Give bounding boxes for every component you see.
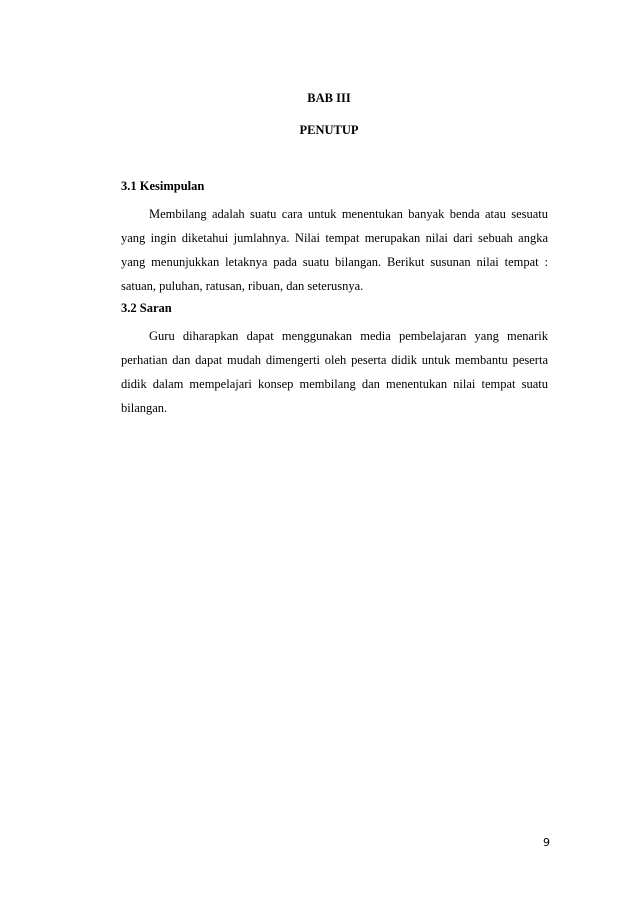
section-body-saran: Guru diharapkan dapat menggunakan media pembelajaran yang menarik perhatian dan dapat mudah dimengerti oleh peserta didik untuk membantu peserta didik dalam mempelajari konsep membilang dan menentukan nilai tempat suatu bilangan.: [121, 329, 548, 415]
section-heading-saran: 3.2 Saran: [121, 301, 172, 315]
section-heading-kesimpulan: 3.1 Kesimpulan: [121, 179, 205, 193]
section-body-kesimpulan: Membilang adalah suatu cara untuk menentukan banyak benda atau sesuatu yang ingin diketahui jumlahnya. Nilai tempat merupakan nilai dari sebuah angka yang menunjukkan letaknya pada suatu bilangan. Berikut susunan nilai tempat : satuan, puluhan, ratusan, ribuan, dan seterusnya.: [121, 207, 548, 293]
chapter-title: PENUTUP: [299, 123, 359, 137]
page-number: 9: [543, 836, 550, 849]
chapter-number: BAB III: [307, 91, 351, 105]
